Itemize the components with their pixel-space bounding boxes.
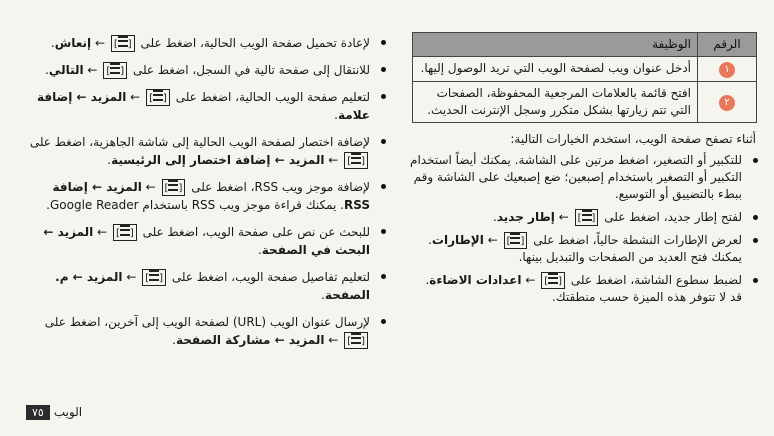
menu-key: [] [103, 62, 127, 79]
item-bold: المزيد ← إضافة علامة [37, 90, 370, 122]
item-tail: . [493, 210, 497, 224]
arrow-text: ← [130, 90, 141, 104]
arrow-text: ← [487, 233, 498, 247]
item-text: للانتقال إلى صفحة تالية في السجل، اضغط على [132, 63, 370, 77]
list-item [20, 133, 370, 169]
menu-icon [153, 90, 163, 101]
arrow-text: ← [126, 270, 137, 284]
number-badge: ٢ [719, 95, 735, 111]
list-item [20, 313, 370, 349]
item-tail: . [321, 288, 325, 302]
table-header-num: الرقم [698, 33, 757, 57]
table-row [413, 82, 757, 123]
menu-key: [] [162, 179, 186, 196]
table-cell-text: افتح قائمة بالعلامات المرجعية المحفوظة، الصفحات التي تتم زيارتها بشكل متكرر وسجل الإنترنت الحديث. [413, 82, 698, 123]
number-badge: ١ [719, 62, 735, 78]
item-text: لعرض الإطارات النشطة حالياً، اضغط على [533, 233, 742, 247]
item-tail: . [107, 153, 112, 167]
menu-key: [] [541, 272, 565, 289]
list-item [20, 61, 370, 79]
menu-icon [351, 333, 361, 344]
item-bold: اعدادات الاضاءة [429, 273, 522, 287]
list-item [410, 209, 742, 226]
menu-icon [168, 180, 178, 191]
left-options-list [20, 34, 390, 349]
item-text: لفتح إطار جديد، اضغط على [604, 210, 742, 224]
menu-icon [120, 225, 130, 236]
footer-section: الويب [53, 405, 83, 419]
item-tail: . يمكنك فتح العديد من الصفحات والتبديل بينها. [428, 233, 742, 264]
arrow-text: ← [94, 36, 106, 50]
right-column [410, 32, 762, 312]
item-tail: . قد لا تتوفر هذه الميزة حسب منطقتك. [425, 273, 742, 304]
item-bold: المزيد ← إضافة RSS [52, 180, 370, 212]
left-column [20, 34, 390, 358]
table-row [413, 57, 757, 82]
list-item [20, 268, 370, 304]
item-text: لإضافة موجز ويب RSS، اضغط على [191, 180, 370, 194]
arrow-text: ← [145, 180, 156, 194]
menu-key: [] [111, 35, 135, 52]
list-item [410, 232, 742, 266]
item-bold: المزيد ← م. الصفحة [55, 270, 370, 302]
item-tail: . يمكنك قراءة موجز ويب RSS باستخدام Google Reader. [46, 198, 344, 212]
item-text: لضبط سطوع الشاشة، اضغط على [570, 273, 742, 287]
function-table [412, 32, 757, 123]
menu-icon [118, 36, 128, 47]
menu-icon [149, 270, 159, 281]
item-bold: إنعاش [54, 36, 92, 50]
menu-key: [] [575, 209, 599, 226]
list-item [410, 152, 742, 203]
arrow-text: ← [525, 273, 536, 287]
item-text: لإعادة تحميل صفحة الويب الحالية، اضغط على [140, 36, 370, 50]
item-bold: المزيد ← البحث في الصفحة [43, 225, 370, 257]
arrow-text: ← [97, 225, 108, 239]
list-item [20, 34, 370, 52]
item-bold: المزيد ← إضافة اختصار إلى الرئيسية [111, 153, 325, 167]
item-bold: الإطارات [431, 233, 484, 247]
item-tail: . [172, 333, 176, 347]
menu-key: [] [344, 152, 368, 169]
menu-key: [] [142, 269, 166, 286]
menu-key: [] [113, 224, 137, 241]
item-bold: التالي [48, 63, 84, 77]
menu-key: [] [146, 89, 170, 106]
menu-icon [110, 63, 120, 74]
list-item [20, 223, 370, 259]
item-text: لإضافة اختصار لصفحة الويب الحالية إلى شاشة الجاهزية، اضغط على [29, 135, 370, 149]
item-text: لإرسال عنوان الويب (URL) لصفحة الويب إلى آخرين، اضغط على [44, 315, 370, 329]
menu-icon [510, 233, 520, 244]
list-item [20, 88, 370, 124]
table-header-function: الوظيفة [413, 33, 698, 57]
item-bold: إطار جديد [496, 210, 555, 224]
item-tail: . [257, 243, 262, 257]
page-footer [26, 404, 82, 420]
intro-text: أثناء تصفح صفحة الويب، استخدم الخيارات التالية: [510, 132, 756, 146]
table-cell-text: أدخل عنوان ويب لصفحة الويب التي تريد الوصول إليها. [413, 57, 698, 82]
menu-icon [548, 273, 558, 284]
right-options-list [410, 152, 762, 306]
menu-icon [582, 210, 592, 221]
arrow-text: ← [328, 333, 339, 347]
bleed-through-decoration [30, 380, 390, 400]
menu-key: [] [344, 332, 368, 349]
menu-icon [351, 153, 361, 164]
arrow-text: ← [87, 63, 98, 77]
arrow-text: ← [558, 210, 569, 224]
item-text: للبحث عن نص على صفحة الويب، اضغط على [142, 225, 370, 239]
item-text: للتكبير أو التصغير، اضغط مرتين على الشاشة. يمكنك أيضاً استخدام التكبير أو التصغير باستخدام إصبعين؛ ضع إصبعيك على الشاشة وقم ببطء بالتضييق أو التوسيع. [410, 153, 742, 201]
item-text: لتعليم صفحة الويب الحالية، اضغط على [175, 90, 370, 104]
item-tail: . [334, 108, 338, 122]
list-item [410, 272, 742, 306]
menu-key: [] [504, 232, 528, 249]
list-item [20, 178, 370, 214]
item-tail: . [50, 36, 55, 50]
item-bold: المزيد ← مشاركة الصفحة [175, 333, 325, 347]
arrow-text: ← [328, 153, 339, 167]
item-text: لتعليم تفاصيل صفحة الويب، اضغط على [171, 270, 370, 284]
page-number: ٧٥ [26, 405, 50, 420]
item-tail: . [45, 63, 49, 77]
